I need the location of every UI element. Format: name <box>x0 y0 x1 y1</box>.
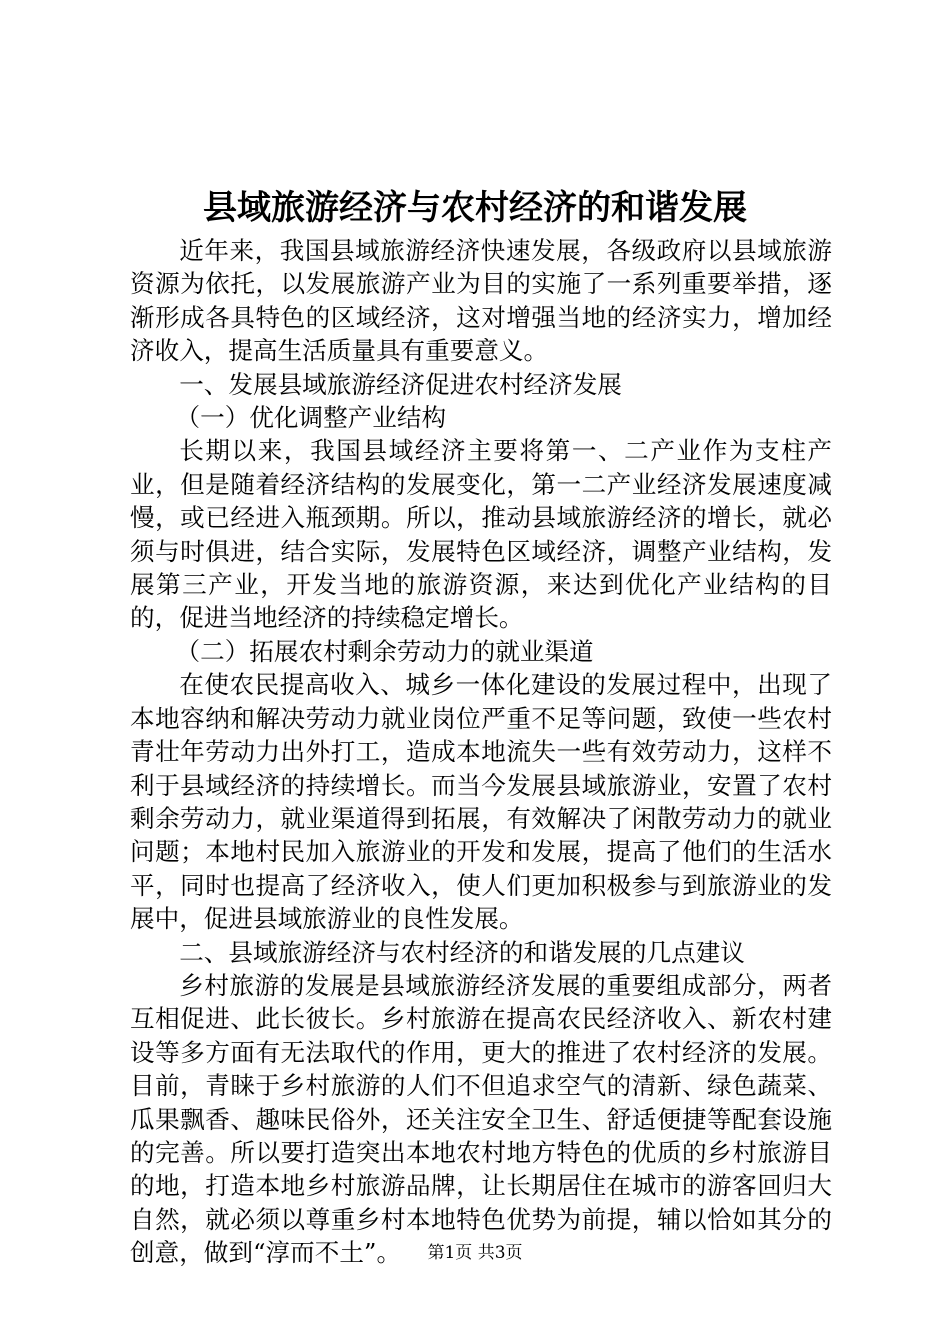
page-number-footer: 第1页 共3页 <box>427 1243 523 1263</box>
document-body <box>130 234 832 1270</box>
section-heading-1: 一、发展县域旅游经济促进农村经济发展 <box>179 369 622 399</box>
paragraph-rural-tourism: 乡村旅游的发展是县域旅游经济发展的重要组成部分，两者互相促进、此长彼长。乡村旅游在提高农民经济收入、新农村建设等多方面有无法取代的作用，更大的推进了农村经济的发展。目前，青睐于乡村旅游的人们不但追求空气的清新、绿色蔬菜、瓜果飘香、趣味民俗外，还关注安全卫生、舒适便捷等配套设施的完善。所以要打造突出本地农村地方特色的优质的乡村旅游目的地，打造本地乡村旅游品牌，让长期居住在城市的游客回归大自然，就必须以尊重乡村本地特色优势为前提，辅以恰如其分的创意，做到“淳而不土”。 <box>130 970 832 1268</box>
subsection-heading-1: （一）优化调整产业结构 <box>175 403 447 433</box>
paragraph-intro: 近年来，我国县域旅游经济快速发展，各级政府以县域旅游资源为依托，以发展旅游产业为目的实施了一系列重要举措，逐渐形成各具特色的区域经济，这对增强当地的经济实力，增加经济收入，提高生活质量具有重要意义。 <box>130 236 832 366</box>
paragraph-industry-structure: 长期以来，我国县域经济主要将第一、二产业作为支柱产业，但是随着经济结构的发展变化，第一二产业经济发展速度减慢，或已经进入瓶颈期。所以，推动县域旅游经济的增长，就必须与时俱进，结合实际，发展特色区域经济，调整产业结构，发展第三产业，开发当地的旅游资源，来达到优化产业结构的目的，促进当地经济的持续稳定增长。 <box>130 436 832 633</box>
paragraph-employment: 在使农民提高收入、城乡一体化建设的发展过程中，出现了本地容纳和解决劳动力就业岗位严重不足等问题，致使一些农村青壮年劳动力出外打工，造成本地流失一些有效劳动力，这样不利于县域经济的持续增长。而当今发展县域旅游业，安置了农村剩余劳动力，就业渠道得到拓展，有效解决了闲散劳动力的就业问题；本地村民加入旅游业的开发和发展，提高了他们的生活水平，同时也提高了经济收入，使人们更加积极参与到旅游业的发展中，促进县域旅游业的良性发展。 <box>130 670 832 934</box>
section-heading-2: 二、县域旅游经济与农村经济的和谐发展的几点建议 <box>179 937 745 967</box>
subsection-heading-2: （二）拓展农村剩余劳动力的就业渠道 <box>175 636 594 666</box>
document-title: 县域旅游经济与农村经济的和谐发展 <box>203 188 747 228</box>
